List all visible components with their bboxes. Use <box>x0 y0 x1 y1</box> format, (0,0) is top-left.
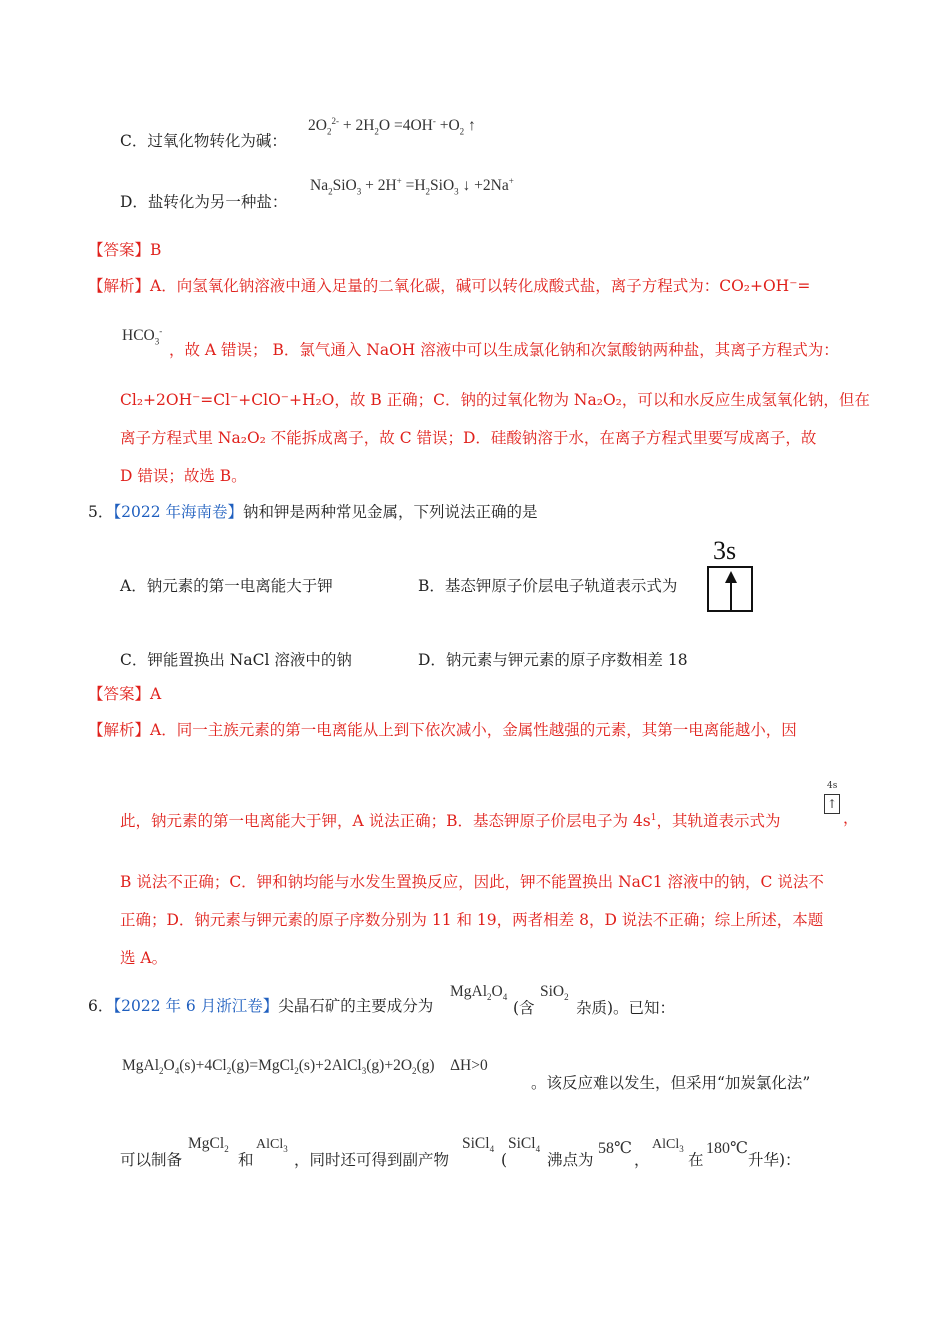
formula-hco3: $HCO_3^-$ <box>122 326 163 347</box>
q4-analysis-line-1: 【解析】A．向氢氧化钠溶液中通入足量的二氧化碳，碱可以转化成酸式盐，离子方程式为：CO₂+OH⁻= <box>88 277 811 295</box>
q4-analysis-line-3: Cl₂+2OH⁻=Cl⁻+ClO⁻+H₂O，故 B 正确；C．钠的过氧化物为 Na₂O₂，可以和水反应生成氢氧化钠，但在 <box>120 391 870 409</box>
q6-line3-and: 和 <box>238 1151 254 1169</box>
formula-salt-to-salt: $Na_2SiO_3 + 2H^+ =H_2SiO_3$ ↓ +2Na+ <box>310 176 514 197</box>
q6-han: (含 <box>513 999 535 1017</box>
formula-reaction: $MgAl_2O_4(s)+4Cl_2(g)=MgCl_2(s)+2AlCl_3(g)+2O_2(g)$ ΔH>0 <box>122 1057 488 1077</box>
q6-reaction-tail: 。该反应难以发生，但采用“加炭氯化法” <box>531 1074 811 1092</box>
q5-analysis-line-4: 正确；D．钠元素与钾元素的原子序数分别为 11 和 19，两者相差 8，D 说法不正确；综上所述，本题 <box>120 911 824 929</box>
formula-peroxide-to-base: $2O_2^{2-} + 2H_2O =4OH^- +O_2$ ↑ <box>308 116 476 137</box>
q6-line3-b: ，同时还可得到副产物 <box>294 1151 450 1169</box>
q4-analysis-line-2: ，故 A 错误； B．氯气通入 NaOH 溶液中可以生成氯化钠和次氯酸钠两种盐，其离子方程式为： <box>169 341 839 359</box>
q6-stem: 6．【2022 年 6 月浙江卷】尖晶石矿的主要成分为 <box>88 997 434 1015</box>
q5-analysis-line-2: 此，钠元素的第一电离能大于钾，A 说法正确；B．基态钾原子价层电子为 $4s^1$，其轨道表示式为 <box>120 812 781 831</box>
q5-option-a: A．钠元素的第一电离能大于钾 <box>120 577 333 595</box>
analysis-tag: 【解析】 <box>88 721 151 739</box>
q6-line3-paren: ( <box>501 1151 508 1169</box>
q5-analysis-line-3: B 说法不正确；C．钾和钠均能与水发生置换反应，因此，钾不能置换出 NaC1 溶液中的钠，C 说法不 <box>120 873 824 891</box>
orbital-small-label: 4s <box>827 781 838 791</box>
orbital-box-4s: ↑ <box>824 794 840 814</box>
q6-line3-comma: ， <box>634 1151 650 1169</box>
q4-option-d: D．盐转化为另一种盐： <box>120 193 288 211</box>
orbital-label-3s: 3s <box>713 536 737 565</box>
q5-analysis-line-2-end: ， <box>843 809 859 827</box>
q6-line3-at: 在 <box>688 1151 704 1169</box>
q6-line3-end: 升华)： <box>748 1151 801 1169</box>
q5-analysis-line-5: 选 A。 <box>120 949 168 967</box>
q5-answer: 【答案】A <box>88 685 162 703</box>
formula-mgcl2: MgCl$_2$ <box>188 1135 229 1155</box>
temperature-58: 58℃ <box>598 1140 632 1157</box>
q5-option-c: C．钾能置换出 NaCl 溶液中的钠 <box>120 651 352 669</box>
q5-source: 【2022 年海南卷】 <box>113 503 243 521</box>
q4-answer: 【答案】B <box>88 241 162 259</box>
formula-sio2: SiO$_2$ <box>540 983 569 1003</box>
orbital-box-3s <box>707 566 753 612</box>
analysis-tag: 【解析】 <box>88 277 151 295</box>
q6-line3-a: 可以制备 <box>120 1151 183 1169</box>
formula-alcl3-a: AlCl$_3$ <box>256 1137 288 1154</box>
q5-analysis-line-1: 【解析】A．同一主族元素的第一电离能从上到下依次减小，金属性越强的元素，其第一电离能越小，因 <box>88 721 797 739</box>
q5-option-b: B．基态钾原子价层电子轨道表示式为 <box>418 577 678 595</box>
q4-analysis-line-4: 离子方程式里 Na₂O₂ 不能拆成离子，故 C 错误；D．硅酸钠溶于水，在离子方程式里要写成离子，故 <box>120 429 817 447</box>
q5-option-d: D．钠元素与钾元素的原子序数相差 18 <box>418 651 688 669</box>
formula-sicl4-b: SiCl$_4$ <box>508 1135 541 1155</box>
q4-option-c: C．过氧化物转化为碱： <box>120 132 287 150</box>
q6-source: 【2022 年 6 月浙江卷】 <box>113 997 279 1015</box>
q6-line3-bp: 沸点为 <box>547 1151 594 1169</box>
formula-alcl3-b: AlCl$_3$ <box>652 1137 684 1154</box>
q5-stem: 5．【2022 年海南卷】钠和钾是两种常见金属，下列说法正确的是 <box>88 503 538 521</box>
q6-number: 6． <box>88 997 114 1015</box>
q4-analysis-line-5: D 错误；故选 B。 <box>120 467 247 485</box>
formula-mgal2o4: $MgAl_2O_4$ <box>450 983 508 1003</box>
q5-number: 5． <box>88 503 114 521</box>
q6-impurity: 杂质)。已知： <box>576 999 676 1017</box>
temperature-180: 180℃ <box>706 1140 748 1157</box>
formula-sicl4-a: SiCl$_4$ <box>462 1135 495 1155</box>
